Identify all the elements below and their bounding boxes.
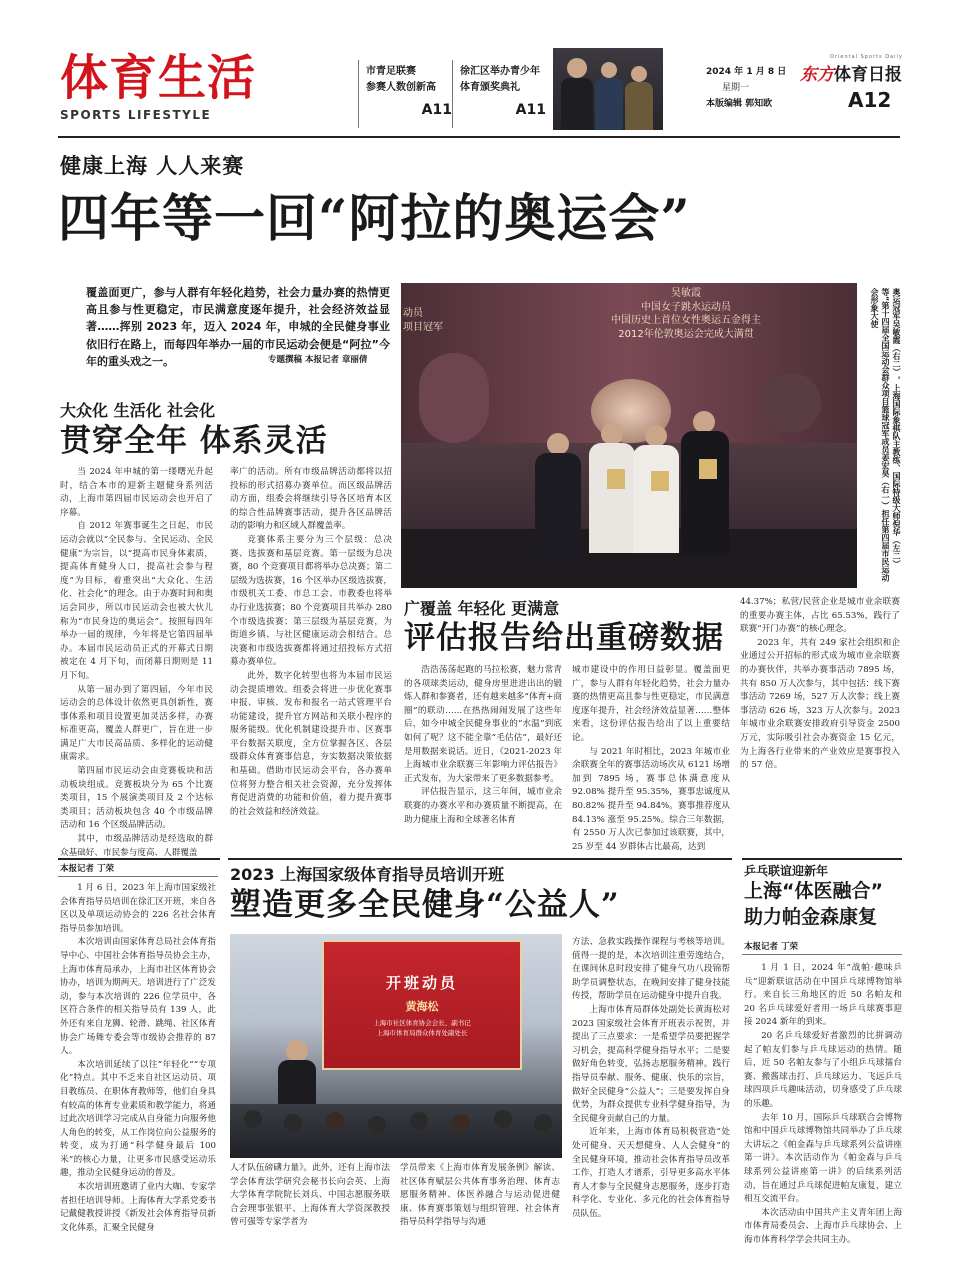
photo-slide-line-3: 中国历史上首位女性奥运五金得主 xyxy=(611,315,761,326)
photo-slide-line-1: 吴敏霞 xyxy=(671,288,701,299)
article2-col3 xyxy=(740,596,900,852)
article3-byline-rule xyxy=(58,876,218,877)
article4-byline-rule xyxy=(742,954,902,955)
masthead-divider-2 xyxy=(452,60,453,128)
article4-p2: 20 名乒乓球爱好者激烈的比拼调动起了帕友们参与乒乓球运动的热情。随后，近 50 名帕友参与了小组乒乓球擂台赛、搬酱球击打、乒乓球运力、飞远乒乓球四项乒乓趣味活动，切身感受了乒乓球的乐趣。 xyxy=(744,1030,902,1109)
article1-headline: 贯穿全年 体系灵活 xyxy=(60,423,328,459)
article3-right-p3: 近年来，上海市体育局积极营造“处处可健身、天天想健身、人人会健身”的全民健身环境，推动社会体育指导员改革工作，打造人才谱系，引导更多高水平体育人才参与全民健身志愿服务，逐步打造科学化、专业化、多元化的社会体育指导员队伍。 xyxy=(572,1127,730,1219)
article2-col2 xyxy=(572,664,730,852)
photo-line-1: 上海市社区体育协会会长、副书记 xyxy=(373,1019,471,1027)
article3-photo xyxy=(230,934,562,1158)
masthead-rule xyxy=(58,136,900,138)
teaser-2-line1: 徐汇区举办青少年 xyxy=(460,66,540,77)
article3-kicker: 2023 上海国家级体育指导员培训开班 xyxy=(230,865,505,884)
article1-col2-p2: 竞赛体系主要分为三个层级：总决赛、选拔赛和基层竞赛。第一层级为总决赛，80 个竞赛项目都将举办总决赛；第二层级为选拔赛，16 个区举办区级选拔赛，市级机关工委、市总工会、市教委也将举办行业选拔赛；80 个竞赛项目共举办 280 个市级选拔赛；第三层级为基层竞赛，为街道乡镇、与社区健康运动会相结合。总决赛和市级选拔赛都将通过招投标方式招募办赛单位。 xyxy=(230,534,392,668)
teaser-2-line2: 体育颁奖典礼 xyxy=(460,82,520,93)
article3-left-p4: 本次培训班邀请了业内大咖、专家学者担任培训导师。上海体育大学系党委书记戴健教授讲授《新发社会体育指导员新文化体系，汇聚全民健身 xyxy=(60,1182,216,1233)
photo-slide-line-4: 2012年伦敦奥运会完成大满贯 xyxy=(618,328,754,340)
lower-section-rule-left xyxy=(58,858,220,860)
article1-col1-p1: 当 2024 年申城的第一缕曙光升起时，结合本市的迎新主题健身系列活动，上海市第四届市民运动会也开启了序幕。 xyxy=(60,467,213,518)
article4-headline-1: 上海“体医融合” xyxy=(744,880,883,902)
article3-left-col xyxy=(60,882,216,1274)
article2-col3-p2: 2023 年，共有 249 家社会组织和企业通过公开招标的形式成为城市业余联赛的办赛伙伴，共举办赛事活动 7895 场，共有 850 万人次参与，其中包括：线下赛事活动 7269 场，527 万人次参；线上赛事活动 626 场，323 万人次参与。2023 年城市业余联赛安排政府引导资金 2500 万元，实际吸引社会办赛资金 15 亿元，为上海各行业带来的产业效应是赛事投入的 57 倍。 xyxy=(740,637,900,771)
photo-slide-line-2: 中国女子跳水运动员 xyxy=(641,301,731,313)
photo-line-2: 上海市体育局群众体育处副处长 xyxy=(376,1029,468,1037)
article1-col1-p5: 其中，市级品牌活动是经选取的群众基础好、市民参与度高、人群覆盖 xyxy=(60,834,213,858)
article3-right-p1: 方法、急救实践操作课程与考核等培训。值得一提的是，本次培训注重劳逸结合，在课间休息时段安排了健身气功八段锦帮助学员调整状态，在晚间安排了健身技能传授，帮助学员在运动健身中提升自我。 xyxy=(572,937,730,1002)
article1-col2-p1: 率广的活动。所有市级品牌活动都将以招投标的形式招募办赛单位。而区级品牌活动方面，组委会将继续引导各区培育本区的综合性品牌赛事活动，提升各区品牌活动的影响力和区域人群覆盖率。 xyxy=(230,467,392,532)
paper-name-red: 东方 xyxy=(800,65,834,85)
article1-col1-p2: 自 2012 年赛事诞生之日起，市民运动会就以“全民参与、全民运动、全民健康”为宗旨，以“提高市民身体素质，提高体育健身人口，提高社会参与程度”为目标，着重突出“大众化、生活化、社会化”的理念。由于办赛时间和奥运会同步，所以市民运动会也被大伙儿称为“市民身边的奥运会”。按照每四年举办一届的规律，今年将是它第四届举办。本届市民运动员正式的开幕式日期被定在 4 月下旬，而闭幕日期则是 11 月下旬。 xyxy=(60,521,213,681)
lead-photo xyxy=(401,283,857,588)
article4-byline: 本报记者 丁荣 xyxy=(744,942,798,952)
article3-left-p1: 1 月 6 日，2023 年上海市国家级社会体育指导员培训在徐汇区开班，来自各区以及单项运动协会的 226 名社会体育指导员参加培训。 xyxy=(60,883,216,934)
article2-col1-p2: 评估报告显示，这三年间，城市业余联赛的办赛水平和办赛质量不断提高，在助力健康上海和全球著名体育 xyxy=(404,787,562,825)
section-subtitle: SPORTS LIFESTYLE xyxy=(60,108,212,122)
photo-slide-text xyxy=(561,287,811,341)
article1-col2 xyxy=(230,466,392,852)
teaser-1-line1: 市青足联赛 xyxy=(366,66,416,77)
teaser-2-page: A11 xyxy=(515,102,546,118)
issue-date: 2024 年 1 月 8 日 xyxy=(706,67,787,77)
article3-left-p3: 本次培训延续了以往“年轻化”“专项化”特点。其中不乏来自社区运动员、项目教练员、在职体育教师等，他们自身具有较高的体育专业素质和教学能力，将通过此次培训学习完成从自身能力向服务他人角色的转变，从工作岗位向公益服务的转变，成为打通“科学健身最后 100 米”的核心力量，让更多市民感受运动乐趣，推动全民健身运动的普及。 xyxy=(60,1059,216,1179)
article1-col1 xyxy=(60,466,213,858)
article2-col1 xyxy=(404,664,562,852)
article1-col1-p4: 第四届市民运动会由竞赛板块和活动板块组成。竞赛板块分为 65 个比赛类项目，15 个展演类项目及 2 个达标类项目；活动板块包含 40 个市级品牌活动和 16 个区级品牌活动。 xyxy=(60,766,213,831)
paper-name xyxy=(800,60,902,85)
lead-summary: 覆盖面更广，参与人群有年轻化趋势，社会力量办赛的热情更高且参与性更稳定，市民满意度逐年提升，社会经济效益显著……挥别 2023 年，迈入 2024 年，申城的全民健身事业依旧行在路上，而每四年举办一届的市民运动会便是“阿拉”今年的重头戏之一。 xyxy=(86,286,390,368)
article3-right-p2: 上海市体育局群体处副处长黄海松对 2023 国家级社会体育开班表示祝贺，并提出了三点要求：一是希望学员要把握学习机会，提高科学健身指导水平；二是要做好角色转变，弘扬志愿服务精神。践行指导员奉献、服务、健康、快乐的宗旨，做好全民健身“公益人”；三是要发挥自身优势，为群众提供专业科学健身指导，为全民健身贡献自己的力量。 xyxy=(572,1004,730,1124)
section-title: 体育生活 xyxy=(60,50,257,106)
paper-name-en: Oriental Sports Daily xyxy=(830,54,903,60)
teaser-1-page: A11 xyxy=(421,102,452,118)
article1-col1-p3: 从第一届办到了第四届，今年市民运动会的总体设计依然更具创新性，赛事体系和项目设置更加灵活多样，办赛标准更高，覆盖人群更广，旨在进一步满足广大市民高品质、多样化的运动健康需求。 xyxy=(60,684,213,763)
article2-col2-p1: 城市建设中的作用日益彰显。覆盖面更广，参与人群有年轻化趋势，社会力量办赛的热情更高且参与性更稳定，市民满意度逐年提升，社会经济效益显著……整体来看，这份评估报告给出了以上重要结论。 xyxy=(572,665,730,743)
lead-photo-caption: 奥运冠军吴敏霞（右二），上海国际象棋队主教练、国际特级大师倪华（左二）等“第十四届全国运动会群众项目篮球冠军成员姜宏昊（右一）担任第四届市民运动会形象大使 xyxy=(870,288,901,582)
article4-body xyxy=(744,962,902,1274)
photo-banner-text: 开班动员 xyxy=(385,974,458,992)
paper-name-black: 体育日报 xyxy=(834,65,902,85)
lower-section-rule-mid xyxy=(228,858,732,860)
photo-speaker-name: 黄海松 xyxy=(405,1000,439,1013)
article4-p1: 1 月 1 日，2024 年“战帕·趣味乒乓”迎新联谊活动在中国乒乓球博物馆举行。来自长三角地区的近 50 名帕友和 20 名乒乓球爱好者用一场乒乓球赛事迎接 2024 新年的到来。 xyxy=(744,963,902,1028)
lead-headline: 四年等一回“阿拉的奥运会” xyxy=(58,189,691,249)
lower-section-rule-right xyxy=(742,858,902,860)
photo-slide-left-2: 项目冠军 xyxy=(403,322,443,333)
article2-col1-p1: 浩浩荡荡起跑的马拉松赛，魅力常青的各项球类运动，健身房里进进出出的锻炼人群和参赛者，还有越来越多“体育+商圈”的联动……在热热闹闹发展了这些年后，如今申城全民健身事业的“水温”到底如何了呢？这不能全靠“毛估估”，最好还是用数据来说话。近日，《2021-2023 年上海城市业余联赛三年影响力评估报告》正式发布，为大家带来了更多数据参考。 xyxy=(404,665,562,784)
teaser-1[interactable] xyxy=(366,64,452,118)
article2-col3-p1: 44.37%；私营/民营企业是城市业余联赛的重要办赛主体，占比 65.53%，践行了联赛“开门办赛”的核心理念。 xyxy=(740,597,900,635)
article4-kicker: 乒乓联谊迎新年 xyxy=(744,864,829,878)
lead-byline: 专题撰稿 本报记者 章丽倩 xyxy=(268,355,368,365)
article1-col2-p3: 此外，数字化转型也将为本届市民运动会提质增效。组委会将进一步优化赛事申报、审核、发布和报名一站式管理平台功能建设，提升官方网站和关联小程序的服务能级。优化机制建设提升市、区赛事平台数据关联度，全方位掌握各区、各层级群众体育赛事信息，夯实数据决策依据和基础。借助市民运动会平台，各办赛单位将努力整合相关社会资源，充分发挥体育促进消费的功能和价值，着力提升赛事的社会效益和经济效益。 xyxy=(230,670,392,817)
article3-right-col xyxy=(572,936,730,1274)
article4-p4: 本次活动由中国共产主义青年团上海市体育局委员会、上海市乒乓球协会、上海市体育科学学会共同主办。 xyxy=(744,1207,902,1245)
page-editor: 本版编辑 郭知欧 xyxy=(706,99,773,109)
article3-bottom-col2 xyxy=(400,1162,560,1274)
article4-headline-2: 助力帕金森康复 xyxy=(744,906,878,928)
article4-p3: 去年 10 月，国际乒乓球联合会博物馆和中国乒乓球博物馆共同举办了乒乓球大讲坛之《帕金森与乒乓球系列公益讲座第一讲》。本次活动作为《帕金森与乒乓球系列公益讲座第一讲》的后续系列活动，旨在通过乒乓球促进帕友康复，建立相互交流平台。 xyxy=(744,1112,902,1205)
article3-left-p2: 本次培训由国家体育总局社会体育指导中心、中国社会体育指导员协会主办，上海市体育局承办，上海市社区体育协会协办，培训为期两天。培训进行了广泛发动，参与本次培训的 226 位学员中，各区符合条件的相关指导员有 139 人，此外还有来自龙狮、轮滑、跳绳、社区体育协会广场舞专委会等市级协会推荐的 87 人。 xyxy=(60,937,216,1057)
teaser-2[interactable] xyxy=(460,64,546,118)
article2-headline: 评估报告给出重磅数据 xyxy=(404,620,724,656)
article3-bottom-p2: 学员带来《上海市体育发展条例》解读、社区体育赋层公共体育事务治理、体育志愿服务精神、体医养融合与运动促进健康、体育赛事策划与组织管理、社会体育指导员科学指导与沟通 xyxy=(400,1163,560,1228)
article3-bottom-p1: 人才队伍磅礴力量》。此外，还有上海市法学会体育法学研究会秘书长向会英、上海大学体育学院院长刘兵、中国志愿服务联合会理事张银平、上海体育大学资深教授曾可强等专家学者为 xyxy=(230,1163,390,1228)
teaser-photo xyxy=(553,48,663,130)
teaser-1-line2: 参赛人数创新高 xyxy=(366,82,436,93)
article3-bottom-col1 xyxy=(230,1162,390,1274)
page-number: A12 xyxy=(848,88,892,112)
issue-weekday: 星期一 xyxy=(722,83,750,93)
photo-slide-left-1: 动员 xyxy=(403,308,423,319)
lead-kicker: 健康上海 人人来赛 xyxy=(60,154,245,178)
article3-headline: 塑造更多全民健身“公益人” xyxy=(230,887,620,923)
article1-kicker: 大众化 生活化 社会化 xyxy=(60,401,216,420)
article3-byline: 本报记者 丁荣 xyxy=(60,864,114,874)
article2-col2-p2: 与 2021 年时相比，2023 年城市业余联赛全年的赛事活动场次从 6121 场增加到 7895 场，赛事总体满意度从 92.08% 提升至 95.35%，赛事忠诚度从 80.82% 提升至 94.84%。赛事推荐度从 84.13% 涨至 95.25%。综合三年数据，有 2550 万人次已参加过该联赛，其中，25 岁至 44 岁群体占比最高，达到 xyxy=(572,746,730,852)
article2-kicker: 广覆盖 年轻化 更满意 xyxy=(404,599,560,618)
masthead-divider-1 xyxy=(358,60,359,128)
